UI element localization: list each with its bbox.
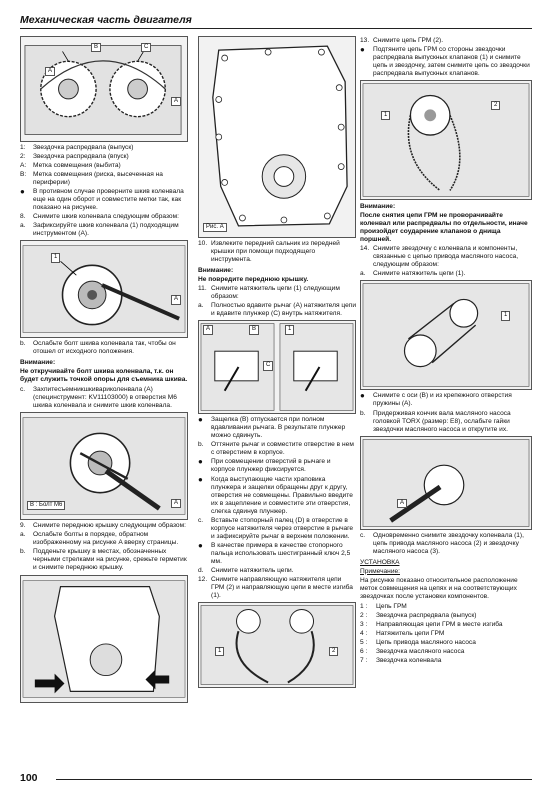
bullet-item: ● При совмещении отверстий в рычаге и корпусе плунжер фиксируется. (198, 457, 331, 474)
list-item: 3 : Направляющая цепи ГРМ в месте изгиба (360, 620, 503, 628)
callout-c: C (141, 43, 151, 52)
warning-title: Внимание: (20, 359, 56, 367)
bullet-item: ● Когда выступающие части храповика плунжера и защелки обращены друг к другу, отверстия не совмещены. Правильно введите их в зацепление и совместите эти отверстия, слегка сдвинув плунжер. (198, 474, 353, 515)
callout-2: 2 (329, 647, 338, 656)
legend-item: 1: Звездочка распредвала (выпуск) (20, 144, 134, 151)
warning-text: Не повредите переднюю крышку. (198, 276, 309, 284)
warning-text: Не откручивайте болт шкива коленвала, т.к. он будет служить точкой опоры для съемника шкива. (20, 368, 188, 384)
figure-caption: Рис. A (203, 223, 227, 232)
step-14b: b. Придерживая кончик вала масляного насоса головкой TORX (размер: E8), ослабьте гайки звездочки масляного насоса и открутите их. (360, 409, 511, 433)
list-item: 7 : Звездочка коленвала (360, 657, 442, 665)
list-item: 1 : Цепь ГРМ (360, 602, 407, 610)
callout-b: B (91, 43, 101, 52)
camshaft-sprockets-drawing (21, 37, 187, 141)
callout-b-bolt: B : Болт M6 (27, 501, 65, 510)
timing-chain-drawing (361, 81, 531, 199)
bullet-item: ● Подтяните цепь ГРМ со стороны звездочки распредвала выпускных клапанов (1) и снимите цепь и звездочку, затем снимите цепь со звездочки распредвала выпускных клапанов. (360, 45, 530, 78)
legend-item: A: Метка совмещения (выбита) (20, 162, 121, 170)
note-title: Примечание: (360, 567, 400, 575)
page-header (20, 12, 532, 29)
step-9a: a. Ослабьте болты в порядке, обратном изображенному на рисунке A вверху страницы. (20, 530, 179, 546)
step-12: 12. Снимите направляющую натяжителя цепи ГРМ (2) и направляющую цепи в месте изгиба (1). (198, 575, 353, 599)
bullet-item: ● В противном случае проверните шкив коленвала еще на один оборот и совместите метки так, как показано на рисунке. (20, 187, 184, 212)
callout-a: A (203, 325, 213, 334)
install-heading: УСТАНОВКА (360, 558, 400, 566)
column-2 (198, 36, 356, 688)
footer-rule (56, 779, 532, 780)
callout-b: B (249, 325, 259, 334)
list-item: 2 : Звездочка распредвала (выпуск) (360, 611, 477, 619)
figure-front-cover-bolts (198, 36, 356, 238)
step-8c: c. Захпитесъемникшкивариколенвала (A) (специнструмент: KV11103000) в отверстия M6 шкива коленвала и снимите шкив коленвала. (20, 385, 177, 409)
bullet-item: ● В качестве примера в качестве стопорного пальца использовать шестигранный ключ 2,5 мм. (198, 540, 351, 565)
step-14: 14. Снимите звездочку с коленвала и компоненты, связанные с цепью привода масляного насоса, следующим образом: (360, 245, 519, 269)
callout-a: A (397, 499, 407, 508)
figure-chain-guides (198, 602, 356, 688)
oil-pump-nut-drawing (361, 437, 531, 529)
figure-pulley-puller (20, 412, 188, 520)
callout-1: 1 (381, 111, 390, 120)
callout-a: A (171, 295, 181, 304)
step-10: 10. Извлеките передний сальник из передней крышки при помощи подходящего инструмента. (198, 240, 340, 264)
figure-legend (20, 144, 188, 187)
step-11b: b. Оттяните рычаг и совместите отверстие в нем с отверстием в корпусе. (198, 441, 354, 457)
legend-item: B: Метка совмещения (риска, высеченная на периферии) (20, 171, 163, 187)
figure-front-cover-removal (20, 575, 188, 703)
note-text: На рисунке показано относительное расположение меток совмещения на цепях и на соответствующих звездочках после установки компонентов. (360, 576, 518, 600)
section-title: Механическая часть двигателя (20, 14, 192, 26)
step-11: 11. Снимите натяжитель цепи (1) следующим образом: (198, 285, 340, 301)
bullet-item: ● Защелка (B) отпускается при полном вдавливании рычага. В результате плунжер можно сдвинуть. (198, 415, 346, 440)
bullet-item: ● Снимите с оси (B) и из крепежного отверстия пружины (A). (360, 391, 512, 408)
parts-list (360, 603, 532, 665)
list-item: 6 : Звездочка масляного насоса (360, 648, 465, 655)
callout-1: 1 (501, 311, 510, 320)
front-cover-bolts-drawing (199, 37, 355, 237)
column-1 (20, 36, 188, 703)
step-8b: b. Ослабьте болт шкива коленвала так, чтобы он отошел от исходного положения. (20, 340, 176, 356)
step-9b: b. Подденьте крышку в местах, обозначенных черными стрелками на рисунке, срежьте герметик и снимите переднюю крышку. (20, 547, 187, 571)
step-14c: c. Одновременно снимите звездочку коленвала (1), цепь привода масляного насоса (2) и звездочку масляного насоса (3). (360, 531, 524, 555)
chain-tensioner-drawing (199, 321, 355, 413)
warning-text: После снятия цепи ГРМ не проворачивайте коленвал или распредвалы по отдельности, иначе произойдет соударение клапанов о днища поршней. (360, 212, 528, 244)
legend-item: 2: Звездочка распредвала (впуск) (20, 153, 129, 161)
step-11c: c. Вставьте стопорный палец (D) в отверстие в корпусе натяжителя через отверстие в рычаге и зафиксируйте рычаг в верхнем положении. (198, 516, 354, 540)
column-3 (360, 36, 532, 666)
step-11d: d. Снимите натяжитель цепи. (198, 566, 294, 574)
step-8: 8. Снимите шкив коленвала следующим образом: (20, 213, 179, 221)
callout-1: 1 (51, 253, 60, 262)
step-11a: a. Полностью вдавите рычаг (A) натяжителя цепи и вдавите плунжер (C) внутрь натяжителя. (198, 302, 357, 318)
warning-title: Внимание: (198, 267, 234, 275)
callout-a: A (45, 67, 55, 76)
step-9: 9. Снимите переднюю крышку следующим образом: (20, 521, 186, 529)
callout-2: 2 (491, 101, 500, 110)
callout-a-2: A (171, 97, 181, 106)
oil-pump-tensioner-drawing (361, 281, 531, 389)
callout-a: A (171, 499, 181, 508)
figure-timing-chain (360, 80, 532, 200)
figure-oil-pump-tensioner (360, 280, 532, 390)
callout-1: 1 (285, 325, 294, 334)
front-cover-removal-drawing (21, 576, 187, 702)
step-13: 13. Снимите цепь ГРМ (2). (360, 37, 444, 44)
callout-1: 1 (215, 647, 224, 656)
step-14a: a. Снимите натяжитель цепи (1). (360, 270, 466, 278)
list-item: 4 : Натяжитель цепи ГРМ (360, 629, 445, 637)
figure-camshaft-sprockets (20, 36, 188, 142)
step-8a: a. Зафиксируйте шкив коленвала (1) подходящим инструментом (A). (20, 222, 179, 238)
chain-guides-drawing (199, 603, 355, 687)
pulley-holder-drawing (21, 241, 187, 337)
list-item: 5 : Цепь привода масляного насоса (360, 638, 476, 646)
warning-title: Внимание: (360, 203, 396, 211)
figure-oil-pump-nut (360, 436, 532, 530)
figure-pulley-holder (20, 240, 188, 338)
page-number: 100 (20, 772, 38, 784)
callout-c: C (263, 361, 273, 370)
figure-chain-tensioner (198, 320, 356, 414)
